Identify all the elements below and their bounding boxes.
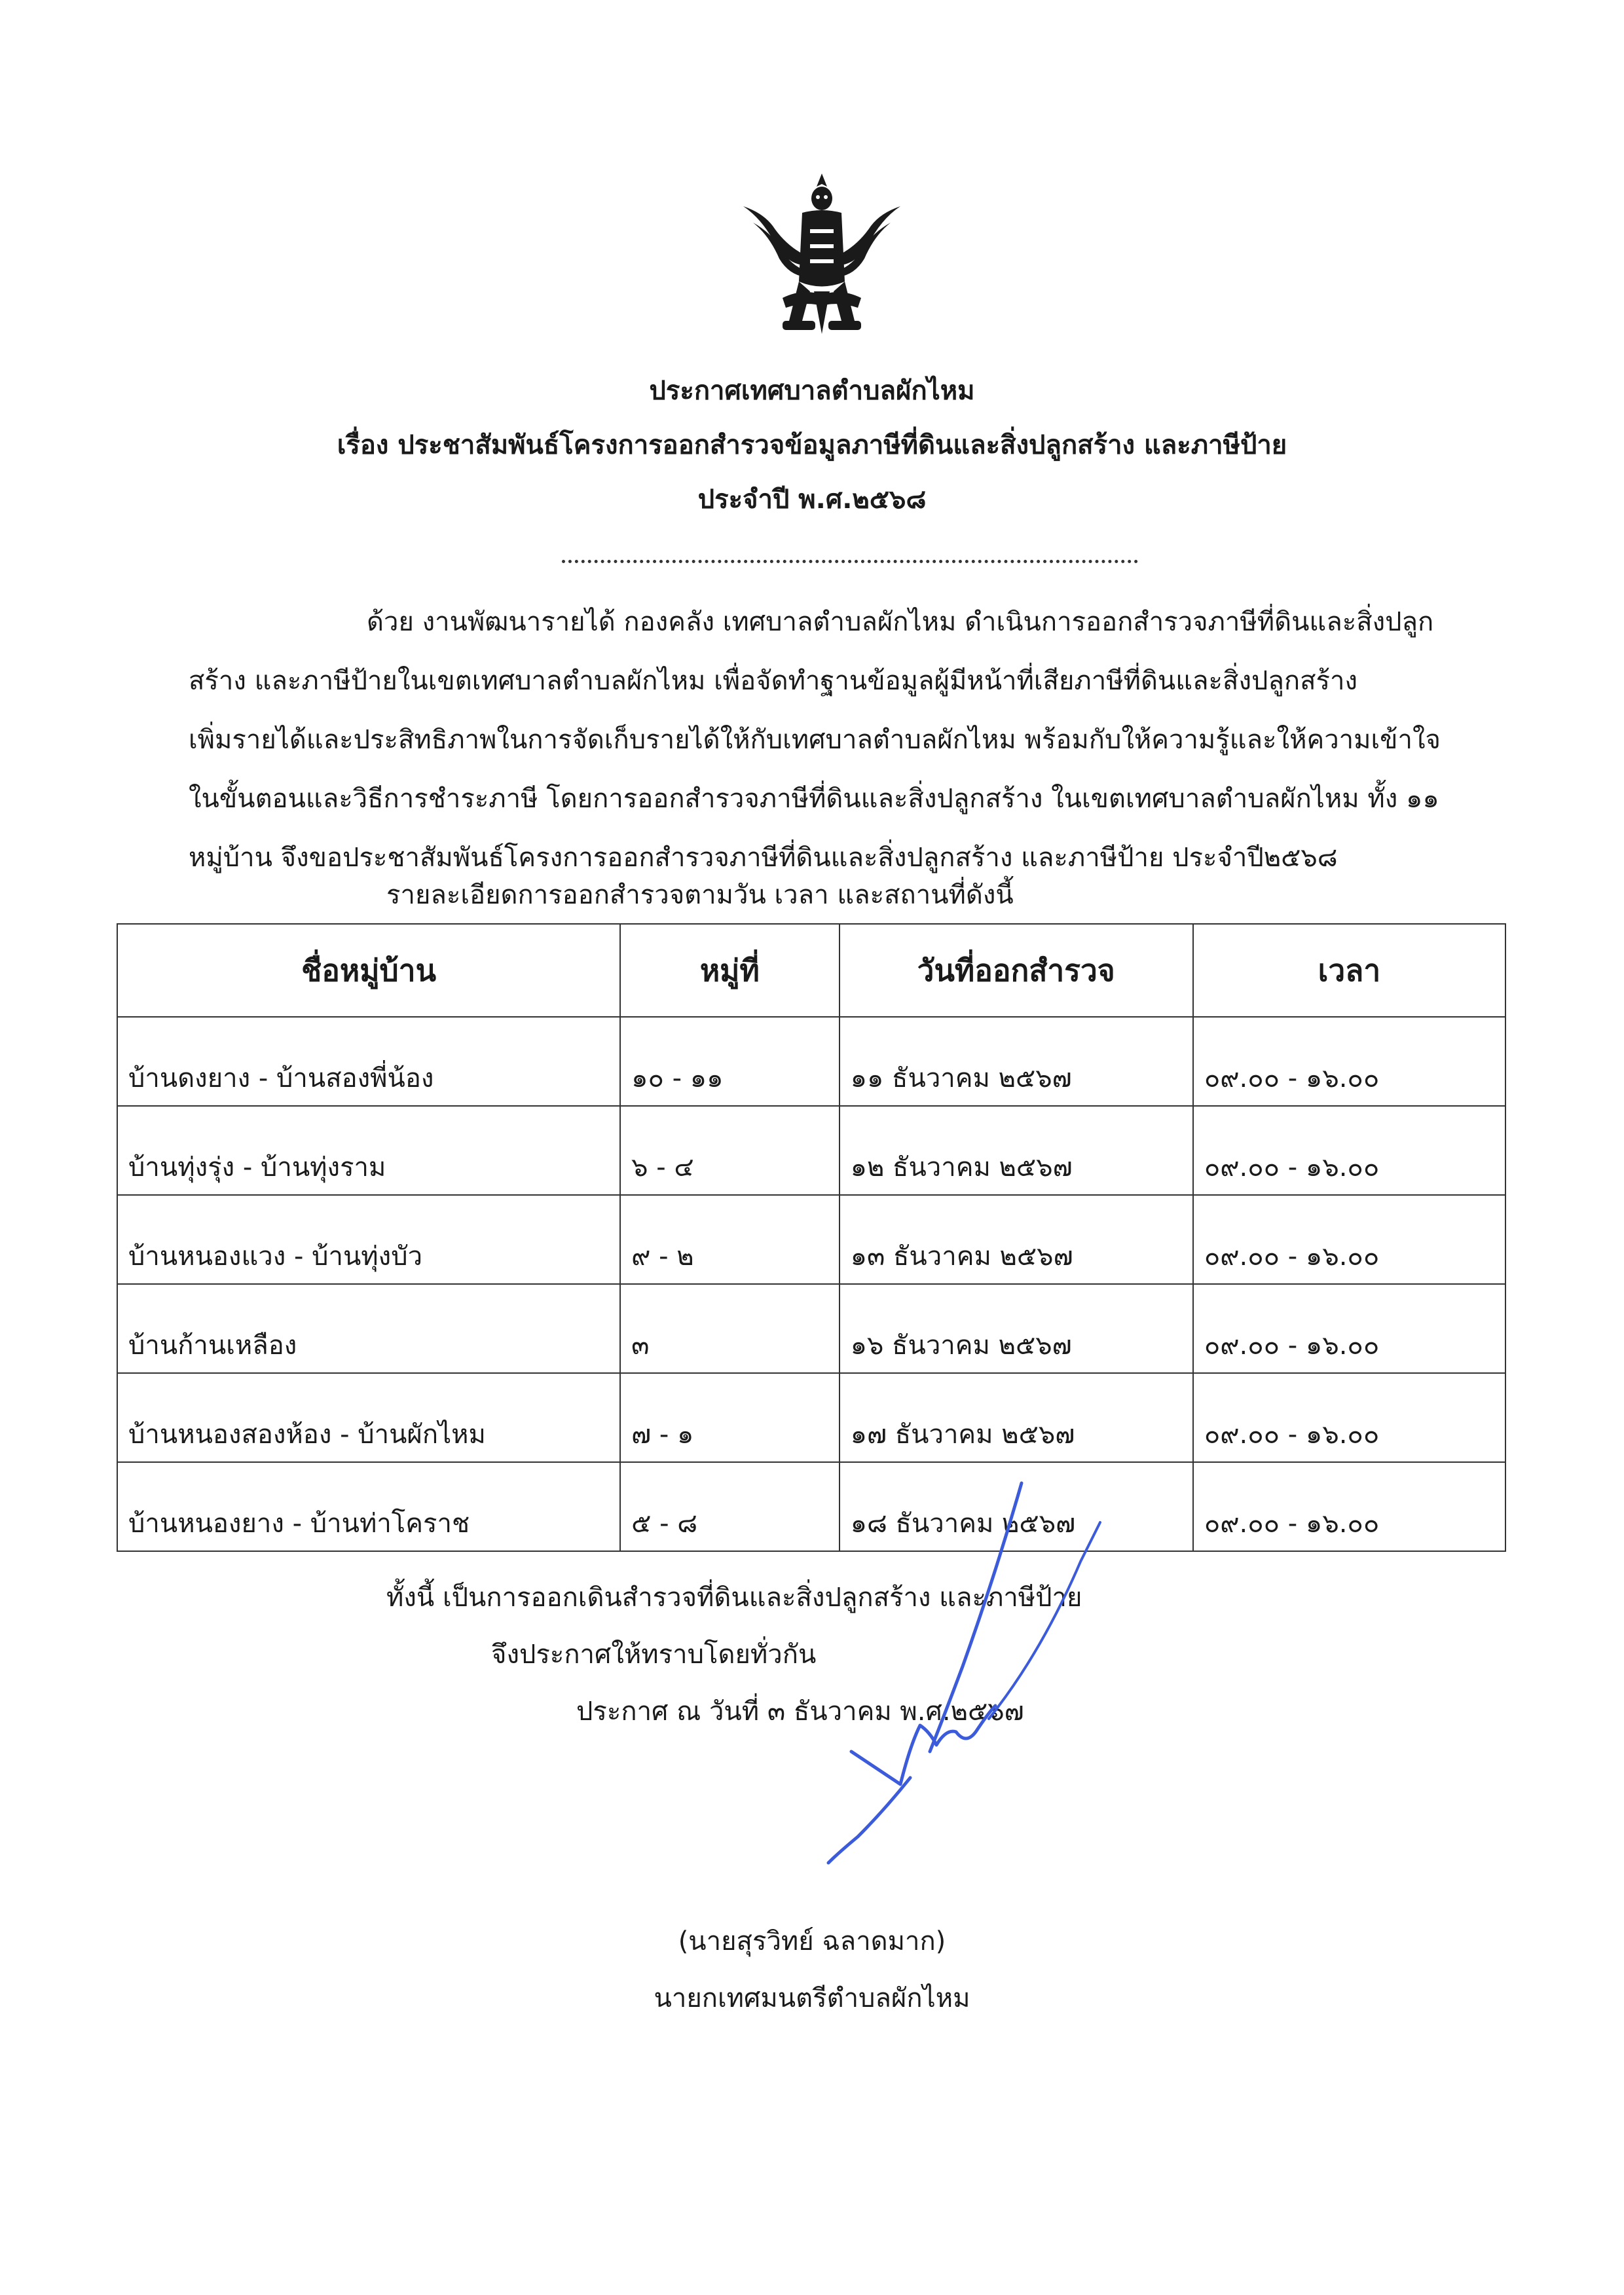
moo-cell: ๗ - ๑ [620, 1373, 839, 1462]
announcement-date: ประกาศ ณ วันที่ ๓ ธันวาคม พ.ศ.๒๕๖๗ [576, 1697, 1024, 1727]
body-line: สร้าง และภาษีป้ายในเขตเทศบาลตำบลผักไหม เพื่อจัดทำฐานข้อมูลผู้มีหน้าที่เสียภาษีที่ดินและสิ่งปลูกสร้าง [189, 666, 1357, 696]
body-line: เพิ่มรายได้และประสิทธิภาพในการจัดเก็บรายได้ให้กับเทศบาลตำบลผักไหม พร้อมกับให้ความรู้และให้ความเข้าใจ [189, 725, 1441, 755]
table-row [117, 1373, 1505, 1462]
announcement-title: ประกาศเทศบาลตำบลผักไหม [649, 376, 975, 406]
header-village-name: ชื่อหมู่บ้าน [117, 924, 620, 1017]
date-cell: ๑๑ ธันวาคม ๒๕๖๗ [840, 1017, 1193, 1106]
handwritten-signature [779, 1470, 1146, 1876]
table-header-row [117, 924, 1505, 1017]
date-cell: ๑๘ ธันวาคม ๒๕๖๗ [840, 1462, 1193, 1551]
signer-position: นายกเทศมนตรีตำบลผักไหม [654, 1983, 970, 2013]
table-row [117, 1017, 1505, 1106]
village-name-cell: บ้านหนองแวง - บ้านทุ่งบัว [117, 1195, 620, 1284]
village-name-cell: บ้านดงยาง - บ้านสองพี่น้อง [117, 1017, 620, 1106]
moo-cell: ๕ - ๘ [620, 1462, 839, 1551]
moo-cell: ๙ - ๒ [620, 1195, 839, 1284]
body-paragraph [189, 593, 1505, 887]
time-cell: ๐๙.๐๐ - ๑๖.๐๐ [1193, 1373, 1505, 1462]
closing-notice: จึงประกาศให้ทราบโดยทั่วกัน [491, 1640, 817, 1670]
survey-schedule-table [117, 923, 1506, 1552]
date-cell: ๑๗ ธันวาคม ๒๕๖๗ [840, 1373, 1193, 1462]
table-row [117, 1195, 1505, 1284]
body-line: ในขั้นตอนและวิธีการชำระภาษี โดยการออกสำรวจภาษีที่ดินและสิ่งปลูกสร้าง ในเขตเทศบาลตำบลผักไหม ทั้ง ๑๑ [189, 784, 1439, 814]
time-cell: ๐๙.๐๐ - ๑๖.๐๐ [1193, 1017, 1505, 1106]
table-row [117, 1284, 1505, 1373]
village-name-cell: บ้านก้านเหลือง [117, 1284, 620, 1373]
date-cell: ๑๓ ธันวาคม ๒๕๖๗ [840, 1195, 1193, 1284]
date-cell: ๑๒ ธันวาคม ๒๕๖๗ [840, 1106, 1193, 1195]
time-cell: ๐๙.๐๐ - ๑๖.๐๐ [1193, 1284, 1505, 1373]
village-name-cell: บ้านทุ่งรุ่ง - บ้านทุ่งราม [117, 1106, 620, 1195]
body-line: หมู่บ้าน จึงขอประชาสัมพันธ์โครงการออกสำรวจภาษีที่ดินและสิ่งปลูกสร้าง และภาษีป้าย ประจำปี๒๕๖๘ [189, 843, 1338, 873]
time-cell: ๐๙.๐๐ - ๑๖.๐๐ [1193, 1462, 1505, 1551]
header-survey-date: วันที่ออกสำรวจ [840, 924, 1193, 1017]
dotted-divider [562, 560, 1138, 563]
village-name-cell: บ้านหนองยาง - บ้านท่าโคราช [117, 1462, 620, 1551]
garuda-emblem-icon [737, 167, 907, 344]
announcement-year: ประจำปี พ.ศ.๒๕๖๘ [697, 485, 927, 515]
header-moo: หมู่ที่ [620, 924, 839, 1017]
table-row [117, 1106, 1505, 1195]
moo-cell: ๑๐ - ๑๑ [620, 1017, 839, 1106]
detail-intro: รายละเอียดการออกสำรวจตามวัน เวลา และสถานที่ดังนี้ [386, 880, 1014, 910]
time-cell: ๐๙.๐๐ - ๑๖.๐๐ [1193, 1106, 1505, 1195]
date-cell: ๑๖ ธันวาคม ๒๕๖๗ [840, 1284, 1193, 1373]
signer-name: (นายสุรวิทย์ ฉลาดมาก) [678, 1926, 946, 1956]
moo-cell: ๓ [620, 1284, 839, 1373]
announcement-subject: เรื่อง ประชาสัมพันธ์โครงการออกสำรวจข้อมูลภาษีที่ดินและสิ่งปลูกสร้าง และภาษีป้าย [337, 430, 1287, 460]
village-name-cell: บ้านหนองสองห้อง - บ้านผักไหม [117, 1373, 620, 1462]
header-time: เวลา [1193, 924, 1505, 1017]
closing-statement: ทั้งนี้ เป็นการออกเดินสำรวจที่ดินและสิ่งปลูกสร้าง และภาษีป้าย [386, 1583, 1082, 1613]
body-line: ด้วย งานพัฒนารายได้ กองคลัง เทศบาลตำบลผักไหม ดำเนินการออกสำรวจภาษีที่ดินและสิ่งปลูก [367, 607, 1434, 637]
time-cell: ๐๙.๐๐ - ๑๖.๐๐ [1193, 1195, 1505, 1284]
moo-cell: ๖ - ๔ [620, 1106, 839, 1195]
